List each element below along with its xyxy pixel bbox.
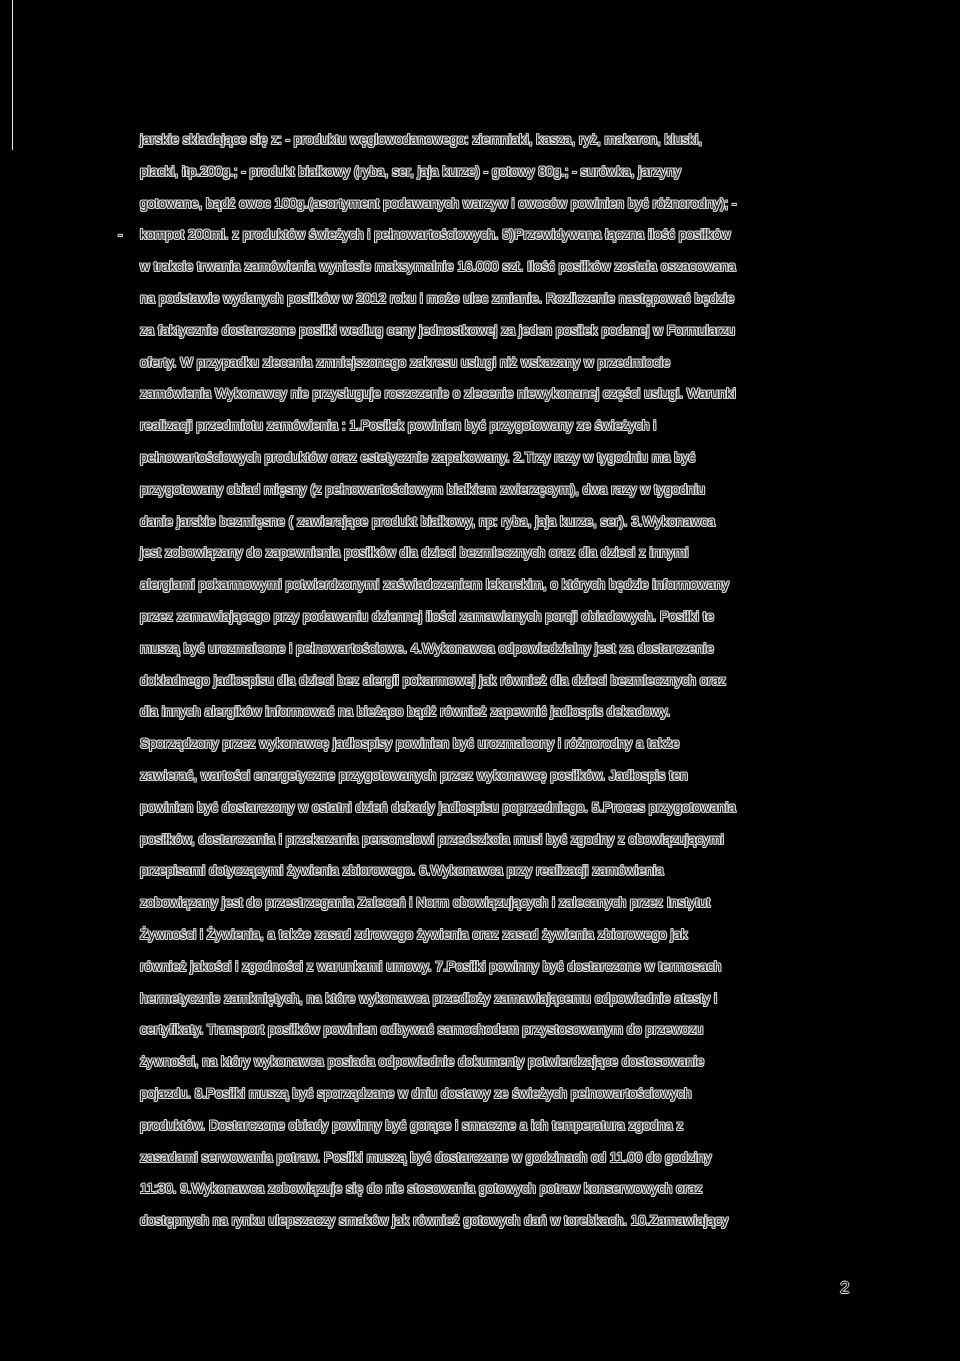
text-line: muszą być urozmaicone i pełnowartościowe. 4.Wykonawca odpowiedzialny jest za dostarczenie	[140, 640, 714, 656]
text-line: zawierać, wartości energetyczne przygotowanych przez wykonawcę posiłków. Jadłospis ten	[140, 767, 688, 783]
text-line: na podstawie wydanych posiłków w 2012 roku i może ulec zmianie. Rozliczenie następować będzie	[140, 290, 735, 306]
text-line: zasadami serwowania potraw. Posiłki muszą być dostarczane w godzinach od 11.00 do godziny	[140, 1149, 712, 1165]
text-line: jarskie składające się z: - produktu węglowodanowego: ziemniaki, kasza, ryż, makaron, kluski,	[140, 132, 702, 147]
text-line: w trakcie trwania zamówienia wyniesie maksymalnie 16.000 szt. Ilość posiłków została oszacowana	[140, 259, 736, 275]
text-line: - kompot 200ml. z produktów świeżych i pełnowartościowych. 5)Przewidywana łączna ilość posiłków	[140, 219, 880, 251]
text-line: dostępnych na rynku ulepszaczy smaków jak również gotowych dań w torebkach. 10.Zamawiający	[140, 1213, 729, 1229]
text-line: zamówienia Wykonawcy nie przysługuje roszczenie o zlecenie niewykonanej części usługi. Warunki	[140, 386, 736, 402]
text-line: 11:30. 9.Wykonawca zobowiązuje się do nie stosowania gotowych potraw konserwowych oraz	[140, 1181, 703, 1197]
text-line: dokładnego jadłospisu dla dzieci bez alergii pokarmowej jak również dla dzieci bezmlecznych oraz	[140, 672, 727, 688]
text-line: placki, itp.200g.; - produkt białkowy (ryba, ser, jaja kurze) - gotowy 80g.; - surówka, jarzyny	[140, 163, 681, 179]
text-line: realizacji przedmiotu zamówienia : 1.Posiłek powinien być przygotowany ze świeżych i	[140, 418, 657, 434]
text-line: gotowane, bądź owoc 100g.(asortyment podawanych warzyw i owoców powinien być różnorodny); -	[140, 195, 737, 211]
text-line: certyfikaty. Transport posiłków powinien odbywać samochodem przystosowanym do przewozu	[140, 1022, 704, 1038]
page-number: 2	[840, 1278, 850, 1297]
text-line: pełnowartościowych produktów oraz estetycznie zapakowany. 2.Trzy razy w tygodniu ma być	[140, 449, 696, 465]
text-line: za faktycznie dostarczone posiłki według ceny jednostkowej za jeden posiłek podanej w Formularzu	[140, 322, 736, 338]
text-line: posiłków, dostarczania i przekazania personelowi przedszkola musi być zgodny z obowiązującymi	[140, 831, 724, 847]
text-line: żywności, na który wykonawca posiada odpowiednie dokumenty potwierdzające dostosowanie	[140, 1054, 705, 1070]
text-line: jest zobowiązany do zapewnienia posiłków dla dzieci bezmlecznych oraz dla dzieci z innymi	[140, 545, 689, 561]
text-line: Żywności i Żywienia, a także zasad zdrowego żywienia oraz zasad żywienia zbiorowego jak	[140, 926, 688, 942]
text-line: przez zamawiającego przy podawaniu dziennej ilości zamawianych porcji obiadowych. Posiłki te	[140, 608, 715, 624]
text-line: zobowiązany jest do przestrzegania Zaleceń i Norm obowiązujących i zalecanych przez Instytut	[140, 895, 711, 911]
text-line: danie jarskie bezmięsne ( zawierające produkt białkowy, np: ryba, jaja kurze, ser). 3.Wykonawca	[140, 513, 716, 529]
text-line: dla innych alergików informować na bieżąco bądź również zapewnić jadłospis dekadowy.	[140, 704, 671, 720]
text-line: oferty. W przypadku zlecenia zmniejszonego zakresu usługi niż wskazany w przedmiocie	[140, 354, 671, 370]
text-line: również jakości i zgodności z warunkami umowy. 7.Posiłki powinny być dostarczone w termosach	[140, 958, 722, 974]
page-edge-line	[12, 0, 13, 150]
document-body	[140, 124, 880, 1237]
text-line: produktów. Dostarczone obiady powinny być gorące i smaczne a ich temperatura zgodna z	[140, 1117, 684, 1133]
text-line: alergiami pokarmowymi potwierdzonymi zaświadczeniem lekarskim, o których będzie informowany	[140, 577, 729, 593]
text-line: przygotowany obiad mięsny (z pełnowartościowym białkiem zwierzęcym), dwa razy w tygodniu	[140, 481, 705, 497]
text-line: pojazdu. 8.Posiłki muszą być sporządzane w dniu dostawy ze świeżych pełnowartościowych	[140, 1085, 692, 1101]
text-line: hermetycznie zamkniętych, na które wykonawca przedłoży zamawiającemu odpowiednie atesty i	[140, 990, 718, 1006]
text-line: Sporządzony przez wykonawcę jadłospisy powinien być urozmaicony i różnorodny a także	[140, 736, 680, 752]
text-line: powinien być dostarczony w ostatni dzień dekady jadłospisu poprzedniego. 5.Proces przygotowania	[140, 799, 736, 815]
text-line: przepisami dotyczącymi żywienia zbiorowego. 6.Wykonawca przy realizacji zamówienia	[140, 863, 664, 879]
